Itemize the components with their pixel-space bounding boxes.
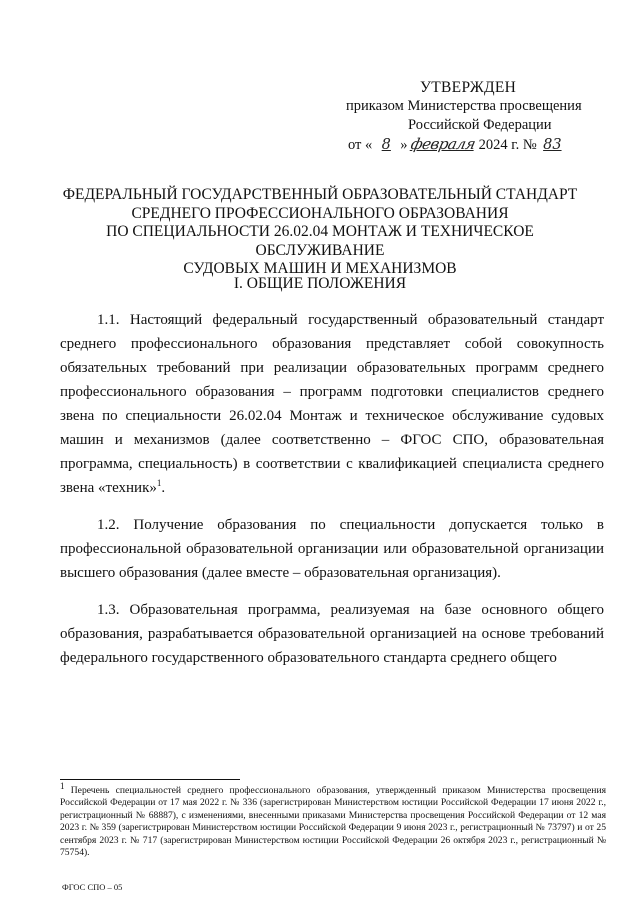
approval-order-line: приказом Министерства просвещения — [346, 98, 582, 114]
year-suffix: 2024 г. № — [478, 137, 537, 153]
standard-title-line: ФЕДЕРАЛЬНЫЙ ГОСУДАРСТВЕННЫЙ ОБРАЗОВАТЕЛЬНЫЙ СТАНДАРТ — [62, 186, 578, 203]
paragraph-1-3: 1.3. Образовательная программа, реализуемая на базе основного общего образования, разрабатывается образовательной организацией на основе требований федерального государственного образовательного стандарта среднего общего — [60, 602, 604, 666]
standard-title — [40, 186, 600, 279]
approval-date-line — [348, 135, 600, 155]
handwritten-order-number: 83 — [543, 137, 562, 153]
standard-title-line: ПО СПЕЦИАЛЬНОСТИ 26.02.04 МОНТАЖ И ТЕХНИЧЕСКОЕ ОБСЛУЖИВАНИЕ — [106, 223, 534, 259]
approval-block — [338, 78, 600, 155]
paragraph-1-1 — [60, 308, 604, 500]
date-prefix: от « — [348, 137, 373, 153]
approval-country-line: Российской Федерации — [408, 117, 552, 133]
paragraph-1-2: 1.2. Получение образования по специальности допускается только в профессиональной образовательной организации или образовательной организации высшего образования (далее вместе – образовательная организация). — [60, 517, 604, 581]
section-title: I. ОБЩИЕ ПОЛОЖЕНИЯ — [233, 275, 407, 292]
footnote-divider — [60, 779, 240, 780]
handwritten-day: 8 — [381, 137, 391, 153]
approval-title: УТВЕРЖДЕН — [420, 79, 517, 96]
handwritten-month: февраля — [409, 135, 478, 153]
footnote-text: Перечень специальностей среднего профессионального образования, утвержденный приказом Министерства просвещения Российской Федерации от 17 мая 2022 г. № 336 (зарегистрирован Министерством юстиции Российской Федерации 17 июня 2022 г., регистрационный № 68887), с изменениями, внесенными приказами Министерства просвещения Российской Федерации от 12 мая 2023 г. № 359 (зарегистрирован Министерством юстиции Российской Федерации 9 июня 2023 г., регистрационный № 73797) и от 25 сентября 2023 г. № 717 (зарегистрирован Министерством юстиции Российской Федерации 26 октября 2023 г., регистрационный № 75754). — [60, 785, 606, 859]
footnote-mark: 1 — [60, 780, 65, 791]
paragraph-1-1-text: 1.1. Настоящий федеральный государственный образовательный стандарт среднего профессионального образования представляет собой совокупность обязательных требований при реализации образовательных программ среднего профессионального образования – программ подготовки специалистов среднего звена по специальности 26.02.04 Монтаж и техническое обслуживание судовых машин и механизмов (далее соответственно – ФГОС СПО, образовательная программа, специальность) в соответствии с квалификацией специалиста среднего звена «техник» — [60, 312, 604, 496]
footnote — [60, 780, 606, 859]
standard-title-line: СУДОВЫХ МАШИН И МЕХАНИЗМОВ — [183, 260, 457, 277]
paragraph-1-1-end: . — [161, 480, 166, 496]
footnote-reference: 1 — [156, 478, 162, 488]
date-mid: » — [400, 137, 408, 153]
page-footer-code: ФГОС СПО – 05 — [62, 882, 123, 892]
standard-title-line: СРЕДНЕГО ПРОФЕССИОНАЛЬНОГО ОБРАЗОВАНИЯ — [131, 204, 509, 222]
